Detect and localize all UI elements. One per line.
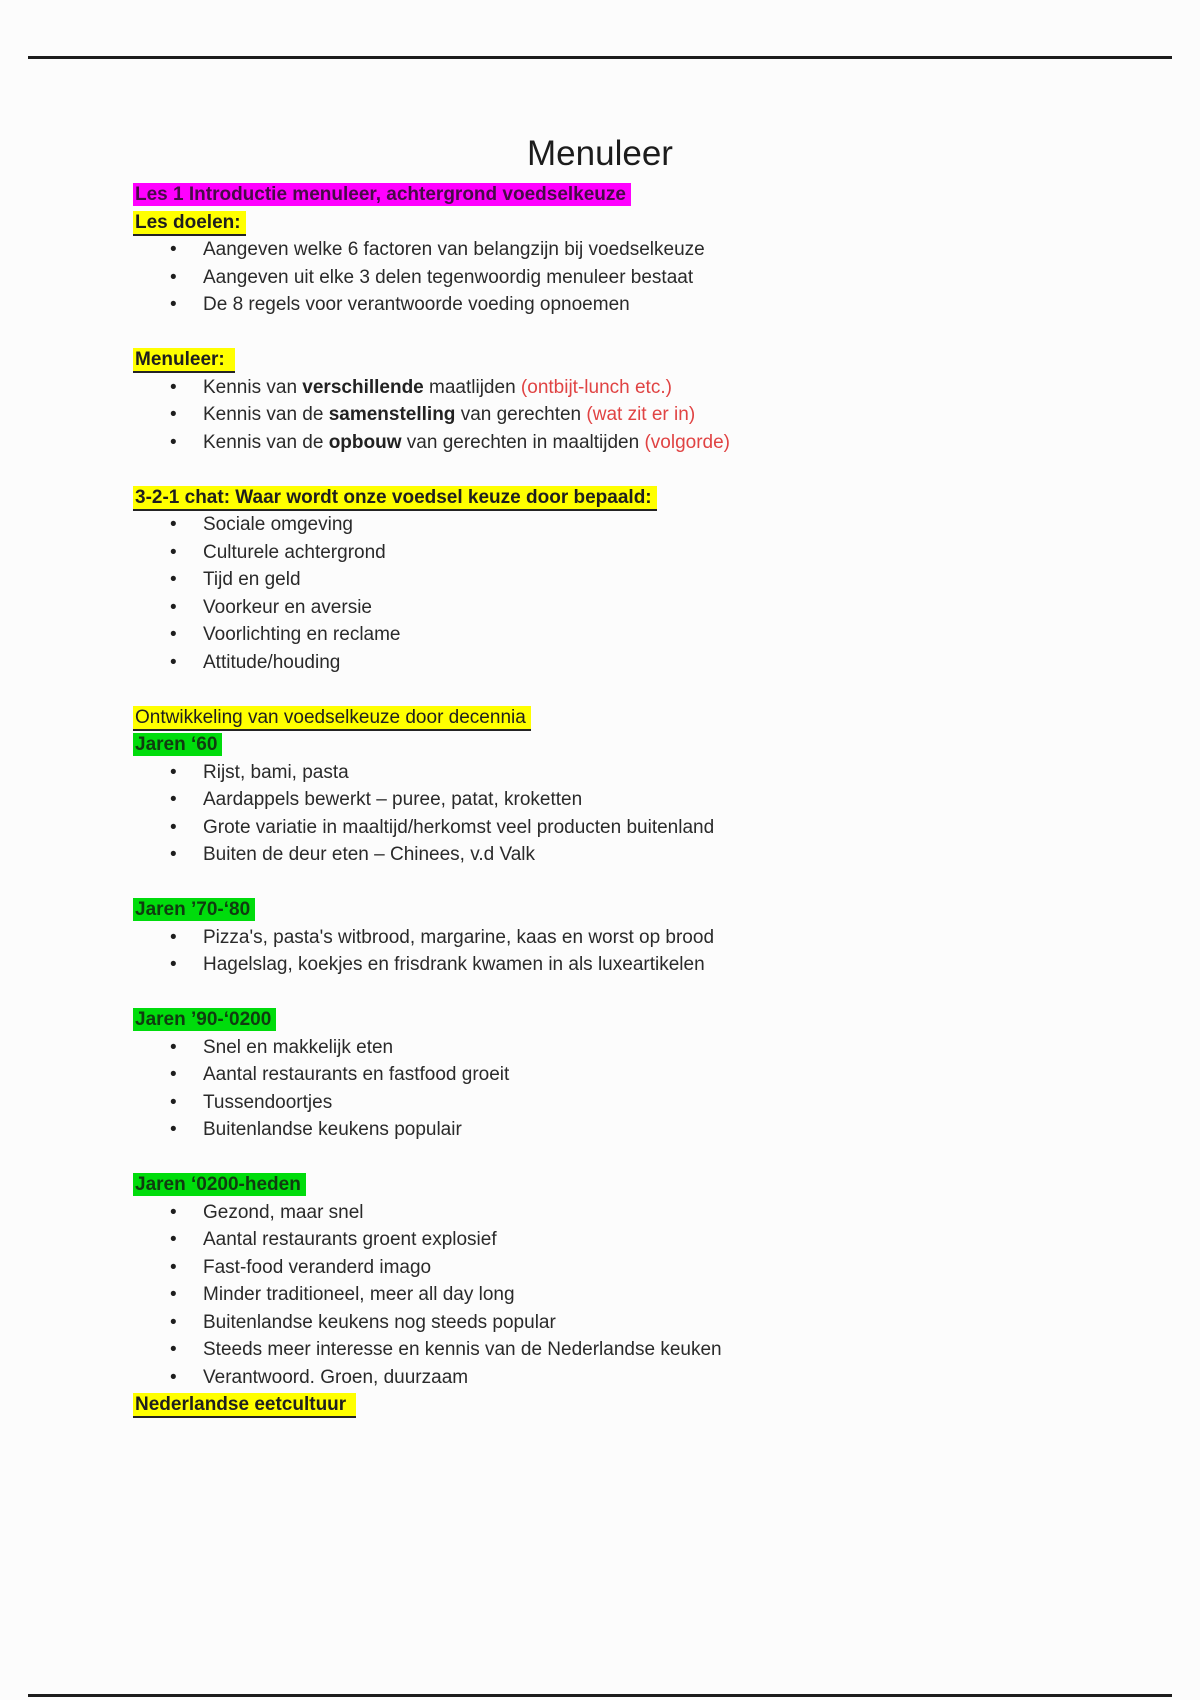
- section-gap: [133, 319, 1067, 347]
- bullet-text: Sociale omgeving: [203, 514, 353, 535]
- bullet-item: [133, 814, 1067, 842]
- bullet-item: [133, 1061, 1067, 1089]
- bullet-text: Kennis van verschillende maatlijden (ontbijt-lunch etc.): [203, 376, 672, 398]
- bullet-text: Culturele achtergrond: [203, 541, 386, 563]
- bullet-marker: •: [170, 404, 177, 425]
- bullet-item: [133, 1254, 1067, 1282]
- section-gap: [133, 869, 1067, 897]
- highlighted-heading: Nederlandse eetcultuur: [133, 1393, 356, 1418]
- bullet-item: [133, 1199, 1067, 1227]
- bullet-marker: •: [170, 954, 177, 975]
- document-page: [133, 0, 1067, 1419]
- bullet-text: Aangeven uit elke 3 delen tegenwoordig menuleer bestaat: [203, 266, 694, 288]
- bullet-item: [133, 841, 1067, 869]
- bullet-marker: •: [170, 624, 177, 645]
- highlighted-heading: Jaren ‘60: [133, 733, 222, 756]
- bullet-item: [133, 291, 1067, 319]
- bullet-text: Pizza's, pasta's witbrood, margarine, kaas en worst op brood: [203, 926, 715, 948]
- bullet-text: Voorkeur en aversie: [203, 596, 372, 618]
- bullet-item: [133, 264, 1067, 292]
- section-heading: [133, 1171, 1067, 1199]
- bullet-text: Hagelslag, koekjes en frisdrank kwamen in als luxeartikelen: [203, 954, 705, 975]
- bullet-marker: •: [170, 761, 177, 783]
- bullet-marker: •: [170, 541, 177, 563]
- bullet-item: [133, 511, 1067, 539]
- bullet-text: Steeds meer interesse en kennis van de Nederlandse keuken: [203, 1339, 722, 1360]
- bullet-marker: •: [170, 1311, 177, 1333]
- bullet-marker: •: [170, 926, 177, 948]
- bullet-marker: •: [170, 596, 177, 618]
- bullet-item: [133, 1226, 1067, 1254]
- section-heading: [133, 181, 1067, 209]
- bullet-text: Attitude/houding: [203, 651, 341, 673]
- highlighted-heading: 3-2-1 chat: Waar wordt onze voedsel keuze door bepaald:: [133, 486, 657, 511]
- bullet-text: Kennis van de opbouw van gerechten in maaltijden (volgorde): [203, 431, 730, 453]
- section-gap: [133, 676, 1067, 704]
- bullet-item: [133, 539, 1067, 567]
- highlighted-heading: Les 1 Introductie menuleer, achtergrond voedselkeuze: [133, 183, 631, 206]
- bullet-item: [133, 594, 1067, 622]
- bullet-text: Aantal restaurants en fastfood groeit: [203, 1064, 510, 1085]
- section-heading: [133, 704, 1067, 732]
- bullet-marker: •: [170, 1036, 177, 1058]
- bullet-text: Aardappels bewerkt – puree, patat, kroketten: [203, 789, 583, 810]
- bullet-marker: •: [170, 1119, 177, 1140]
- bullet-marker: •: [170, 1339, 177, 1360]
- highlighted-heading: Jaren ’70-‘80: [133, 898, 255, 921]
- bullet-marker: •: [170, 1229, 177, 1250]
- bullet-item: [133, 621, 1067, 649]
- bullet-item: [133, 649, 1067, 677]
- bullet-text: Snel en makkelijk eten: [203, 1036, 394, 1058]
- section-heading: [133, 484, 1067, 512]
- highlighted-heading: Les doelen:: [133, 211, 246, 236]
- bullet-text: Buiten de deur eten – Chinees, v.d Valk: [203, 844, 536, 865]
- bullet-text: Buitenlandse keukens nog steeds popular: [203, 1311, 556, 1333]
- section-gap: [133, 1144, 1067, 1172]
- bullet-item: [133, 1116, 1067, 1144]
- bullet-text: Rijst, bami, pasta: [203, 761, 349, 783]
- bullet-text: Grote variatie in maaltijd/herkomst veel producten buitenland: [203, 816, 715, 838]
- bullet-item: [133, 786, 1067, 814]
- bullet-item: [133, 1281, 1067, 1309]
- bullet-text: Fast-food veranderd imago: [203, 1256, 432, 1278]
- bullet-item: [133, 1089, 1067, 1117]
- bullet-text: De 8 regels voor verantwoorde voeding opnoemen: [203, 294, 630, 315]
- bullet-item: [133, 566, 1067, 594]
- bullet-text: Minder traditioneel, meer all day long: [203, 1284, 515, 1305]
- bullet-text: Aantal restaurants groent explosief: [203, 1229, 497, 1250]
- bullet-item: [133, 924, 1067, 952]
- highlighted-heading: Menuleer:: [133, 348, 235, 373]
- section-gap: [133, 979, 1067, 1007]
- section-heading: [133, 896, 1067, 924]
- bullet-marker: •: [170, 1201, 177, 1223]
- bullet-marker: •: [170, 789, 177, 810]
- bullet-text: Verantwoord. Groen, duurzaam: [203, 1366, 469, 1388]
- bullet-marker: •: [170, 1284, 177, 1305]
- section-heading: [133, 1006, 1067, 1034]
- bullet-item: [133, 759, 1067, 787]
- bullet-item: [133, 1309, 1067, 1337]
- bullet-text: Tussendoortjes: [203, 1091, 333, 1113]
- bullet-marker: •: [170, 1091, 177, 1113]
- bullet-marker: •: [170, 816, 177, 838]
- bullet-item: [133, 1336, 1067, 1364]
- bullet-item: [133, 1034, 1067, 1062]
- section-heading: [133, 209, 1067, 237]
- bullet-text: Kennis van de samenstelling van gerechten (wat zit er in): [203, 404, 696, 425]
- bullet-marker: •: [170, 514, 177, 535]
- bullet-text: Tijd en geld: [203, 569, 301, 590]
- bullet-item: [133, 401, 1067, 429]
- bullet-marker: •: [170, 569, 177, 590]
- section-heading: [133, 346, 1067, 374]
- section-heading: [133, 1391, 1067, 1419]
- bullet-marker: •: [170, 1366, 177, 1388]
- bullet-marker: •: [170, 1064, 177, 1085]
- bullet-marker: •: [170, 651, 177, 673]
- bullet-item: [133, 1364, 1067, 1392]
- bullet-item: [133, 429, 1067, 457]
- document-sections: [133, 181, 1067, 1419]
- bottom-rule: [28, 1694, 1172, 1697]
- bullet-marker: •: [170, 844, 177, 865]
- bullet-item: [133, 951, 1067, 979]
- bullet-marker: •: [170, 266, 177, 288]
- highlighted-heading: Jaren ‘0200-heden: [133, 1173, 306, 1196]
- bullet-item: [133, 236, 1067, 264]
- highlighted-heading: Ontwikkeling van voedselkeuze door decennia: [133, 706, 531, 731]
- section-heading: [133, 731, 1067, 759]
- bullet-text: Voorlichting en reclame: [203, 624, 401, 645]
- document-title: Menuleer: [527, 134, 673, 173]
- bullet-marker: •: [170, 1256, 177, 1278]
- highlighted-heading: Jaren ’90-‘0200: [133, 1008, 276, 1031]
- bullet-marker: •: [170, 239, 177, 260]
- bullet-item: [133, 374, 1067, 402]
- bullet-marker: •: [170, 294, 177, 315]
- bullet-text: Buitenlandse keukens populair: [203, 1119, 462, 1140]
- bullet-marker: •: [170, 376, 177, 398]
- section-gap: [133, 456, 1067, 484]
- bullet-text: Gezond, maar snel: [203, 1201, 364, 1223]
- bullet-text: Aangeven welke 6 factoren van belangzijn bij voedselkeuze: [203, 239, 705, 260]
- bullet-marker: •: [170, 431, 177, 453]
